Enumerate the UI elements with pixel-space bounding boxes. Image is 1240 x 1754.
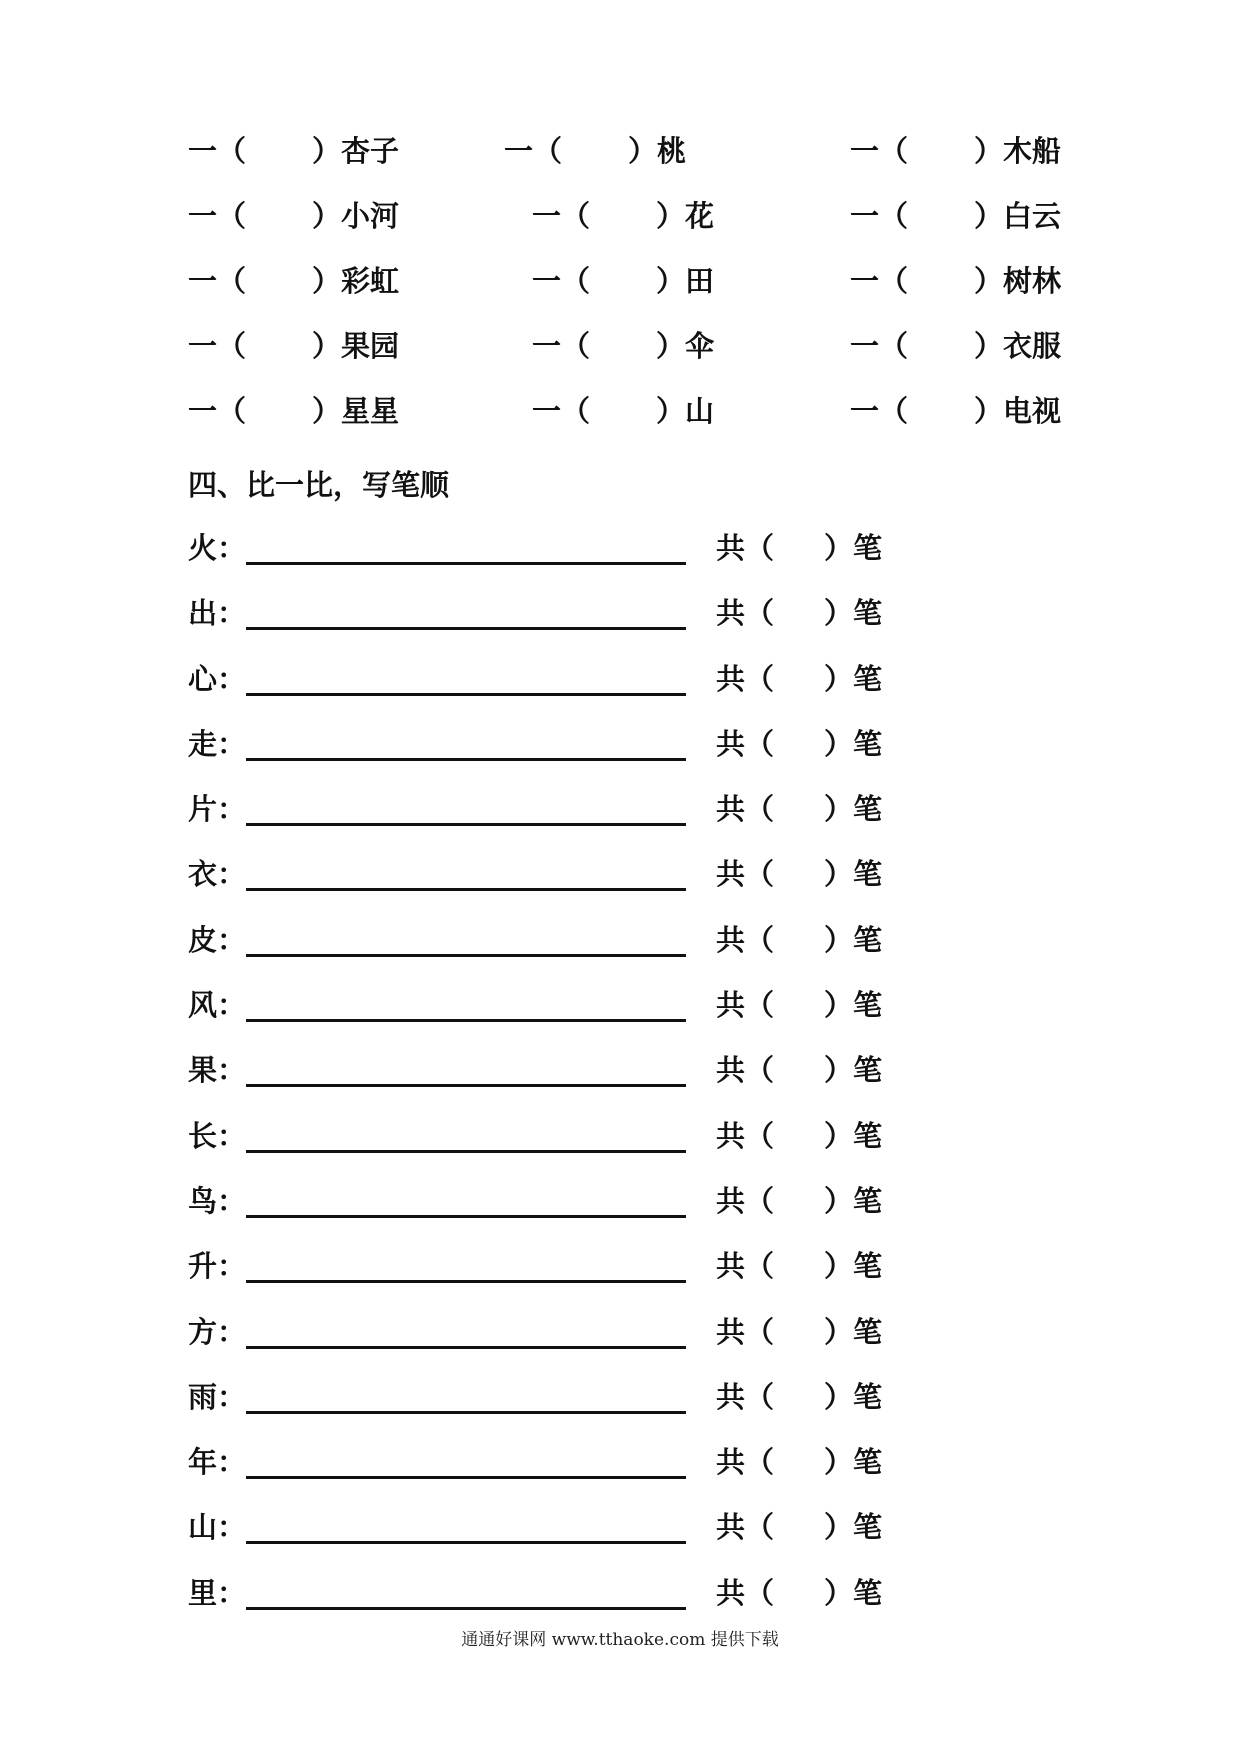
stroke-order-answer-line[interactable]	[246, 627, 686, 630]
measure-word-noun: 田	[685, 264, 715, 298]
stroke-count	[716, 988, 882, 1022]
stroke-order-row	[188, 531, 1088, 596]
stroke-count	[716, 1184, 882, 1218]
measure-word-item	[850, 199, 1061, 233]
measure-word-suffix: ）	[312, 134, 342, 168]
measure-word-suffix: ）	[974, 329, 1004, 363]
stroke-count-suffix: ）笔	[824, 1575, 883, 1610]
stroke-order-answer-line[interactable]	[246, 1476, 686, 1479]
stroke-char-colon: ：	[217, 857, 247, 892]
measure-word-noun: 桃	[657, 134, 687, 168]
stroke-count-prefix: 共（	[716, 1379, 775, 1414]
stroke-char: 出	[188, 596, 218, 631]
measure-word-exercise	[188, 134, 1088, 459]
measure-word-item	[532, 394, 714, 428]
stroke-count	[716, 1510, 882, 1544]
stroke-count-prefix: 共（	[716, 1053, 775, 1088]
measure-word-prefix: 一（	[188, 134, 247, 168]
stroke-order-row	[188, 857, 1088, 922]
stroke-order-row	[188, 727, 1088, 792]
stroke-char-label	[188, 662, 246, 696]
stroke-char-label	[188, 792, 246, 826]
stroke-char: 升	[188, 1249, 218, 1284]
stroke-count-suffix: ）笔	[824, 1445, 883, 1480]
stroke-char-label	[188, 1380, 246, 1414]
stroke-char: 长	[188, 1118, 218, 1153]
stroke-count-prefix: 共（	[716, 1249, 775, 1284]
stroke-char-colon: ：	[217, 661, 247, 696]
measure-word-prefix: 一（	[532, 199, 591, 233]
stroke-order-row	[188, 792, 1088, 857]
stroke-order-answer-line[interactable]	[246, 1019, 686, 1022]
stroke-count	[716, 792, 882, 826]
stroke-order-row	[188, 1184, 1088, 1249]
measure-word-item	[532, 329, 714, 363]
stroke-count	[716, 1053, 882, 1087]
stroke-char-label	[188, 857, 246, 891]
measure-word-row	[188, 264, 1088, 329]
stroke-order-answer-line[interactable]	[246, 1215, 686, 1218]
stroke-order-answer-line[interactable]	[246, 693, 686, 696]
stroke-count-prefix: 共（	[716, 1118, 775, 1153]
stroke-char: 雨	[188, 1379, 218, 1414]
measure-word-prefix: 一（	[850, 264, 909, 298]
stroke-char-label	[188, 988, 246, 1022]
stroke-char: 鸟	[188, 1183, 218, 1218]
measure-word-prefix: 一（	[532, 394, 591, 428]
measure-word-item	[850, 394, 1061, 428]
measure-word-suffix: ）	[656, 199, 686, 233]
stroke-count-suffix: ）笔	[824, 792, 883, 827]
stroke-order-row	[188, 1380, 1088, 1445]
stroke-char-colon: ：	[217, 531, 247, 565]
stroke-char: 方	[188, 1314, 218, 1349]
measure-word-prefix: 一（	[188, 199, 247, 233]
stroke-order-answer-line[interactable]	[246, 562, 686, 565]
stroke-char: 果	[188, 1053, 218, 1088]
stroke-order-answer-line[interactable]	[246, 954, 686, 957]
stroke-count-suffix: ）笔	[824, 1510, 883, 1545]
measure-word-suffix: ）	[312, 264, 342, 298]
stroke-count	[716, 1119, 882, 1153]
measure-word-suffix: ）	[974, 394, 1004, 428]
stroke-char: 心	[188, 661, 218, 696]
measure-word-item	[188, 199, 399, 233]
stroke-order-row	[188, 1053, 1088, 1118]
stroke-char: 火	[188, 531, 218, 565]
stroke-char-label	[188, 596, 246, 630]
measure-word-noun: 小河	[341, 199, 400, 233]
footer-credit: 通通好课网 www.tthaoke.com 提供下载	[461, 1630, 779, 1650]
measure-word-item	[850, 134, 1061, 168]
measure-word-prefix: 一（	[188, 264, 247, 298]
stroke-char-colon: ：	[217, 1445, 247, 1480]
stroke-order-row	[188, 1445, 1088, 1510]
measure-word-prefix: 一（	[850, 134, 909, 168]
measure-word-suffix: ）	[656, 264, 686, 298]
measure-word-item	[532, 264, 714, 298]
stroke-char-label	[188, 1184, 246, 1218]
measure-word-prefix: 一（	[850, 199, 909, 233]
measure-word-item	[188, 134, 399, 168]
stroke-char-colon: ：	[217, 1510, 247, 1545]
stroke-count	[716, 857, 882, 891]
stroke-char-label	[188, 1445, 246, 1479]
stroke-order-row	[188, 662, 1088, 727]
stroke-order-answer-line[interactable]	[246, 888, 686, 891]
stroke-count-prefix: 共（	[716, 726, 775, 761]
measure-word-noun: 杏子	[341, 134, 400, 168]
stroke-char-colon: ：	[217, 1379, 247, 1414]
measure-word-row	[188, 199, 1088, 264]
stroke-count-prefix: 共（	[716, 1183, 775, 1218]
stroke-count-suffix: ）笔	[824, 857, 883, 892]
stroke-char-label	[188, 1510, 246, 1544]
stroke-count-suffix: ）笔	[824, 1118, 883, 1153]
measure-word-suffix: ）	[312, 199, 342, 233]
measure-word-noun: 树林	[1003, 264, 1062, 298]
stroke-order-row	[188, 1119, 1088, 1184]
measure-word-noun: 白云	[1003, 199, 1062, 233]
stroke-count-prefix: 共（	[716, 922, 775, 957]
stroke-char-label	[188, 1315, 246, 1349]
stroke-order-row	[188, 596, 1088, 661]
measure-word-item	[850, 264, 1061, 298]
stroke-count	[716, 596, 882, 630]
stroke-order-answer-line[interactable]	[246, 823, 686, 826]
stroke-count-suffix: ）笔	[824, 1379, 883, 1414]
measure-word-suffix: ）	[312, 394, 342, 428]
stroke-char-colon: ：	[217, 1575, 247, 1610]
stroke-char: 走	[188, 726, 218, 761]
stroke-count-suffix: ）笔	[824, 726, 883, 761]
measure-word-prefix: 一（	[850, 329, 909, 363]
measure-word-suffix: ）	[974, 134, 1004, 168]
stroke-order-answer-line[interactable]	[246, 1346, 686, 1349]
measure-word-noun: 果园	[341, 329, 400, 363]
stroke-order-answer-line[interactable]	[246, 1541, 686, 1544]
measure-word-row	[188, 394, 1088, 459]
stroke-char: 里	[188, 1575, 218, 1610]
stroke-count-suffix: ）笔	[824, 1249, 883, 1284]
stroke-count-suffix: ）笔	[824, 988, 883, 1023]
measure-word-noun: 花	[685, 199, 715, 233]
measure-word-prefix: 一（	[850, 394, 909, 428]
stroke-char: 山	[188, 1510, 218, 1545]
stroke-order-row	[188, 1510, 1088, 1575]
measure-word-suffix: ）	[974, 264, 1004, 298]
measure-word-noun: 彩虹	[341, 264, 400, 298]
stroke-char: 年	[188, 1445, 218, 1480]
stroke-count	[716, 531, 882, 565]
stroke-count-prefix: 共（	[716, 1575, 775, 1610]
stroke-char-label	[188, 727, 246, 761]
stroke-count	[716, 727, 882, 761]
stroke-count-prefix: 共（	[716, 1510, 775, 1545]
stroke-char-colon: ：	[217, 596, 247, 631]
measure-word-suffix: ）	[974, 199, 1004, 233]
stroke-char: 风	[188, 988, 218, 1023]
stroke-char-colon: ：	[217, 922, 247, 957]
stroke-order-answer-line[interactable]	[246, 758, 686, 761]
stroke-char-colon: ：	[217, 1053, 247, 1088]
stroke-char-colon: ：	[217, 726, 247, 761]
stroke-char-label	[188, 1053, 246, 1087]
measure-word-prefix: 一（	[188, 329, 247, 363]
measure-word-row	[188, 329, 1088, 394]
stroke-count-prefix: 共（	[716, 988, 775, 1023]
stroke-order-answer-line[interactable]	[246, 1084, 686, 1087]
stroke-order-answer-line[interactable]	[246, 1150, 686, 1153]
stroke-order-exercise	[188, 531, 1088, 1641]
stroke-count	[716, 1380, 882, 1414]
measure-word-noun: 山	[685, 394, 715, 428]
stroke-char-label	[188, 923, 246, 957]
stroke-count-prefix: 共（	[716, 596, 775, 631]
stroke-char-colon: ：	[217, 1183, 247, 1218]
stroke-char-colon: ：	[217, 1314, 247, 1349]
measure-word-item	[188, 394, 399, 428]
stroke-count-suffix: ）笔	[824, 1183, 883, 1218]
measure-word-prefix: 一（	[504, 134, 563, 168]
measure-word-item	[504, 134, 686, 168]
stroke-char-label	[188, 1119, 246, 1153]
stroke-count-prefix: 共（	[716, 857, 775, 892]
measure-word-noun: 衣服	[1003, 329, 1062, 363]
measure-word-noun: 伞	[685, 329, 715, 363]
stroke-char: 皮	[188, 922, 218, 957]
stroke-count	[716, 923, 882, 957]
measure-word-noun: 星星	[341, 394, 400, 428]
stroke-char-colon: ：	[217, 1249, 247, 1284]
stroke-order-answer-line[interactable]	[246, 1607, 686, 1610]
stroke-char-label	[188, 1576, 246, 1610]
stroke-count-suffix: ）笔	[824, 1314, 883, 1349]
stroke-count-prefix: 共（	[716, 792, 775, 827]
measure-word-suffix: ）	[656, 329, 686, 363]
stroke-count	[716, 662, 882, 696]
stroke-order-row	[188, 988, 1088, 1053]
stroke-char-colon: ：	[217, 792, 247, 827]
stroke-order-row	[188, 923, 1088, 988]
measure-word-prefix: 一（	[188, 394, 247, 428]
stroke-char: 片	[188, 792, 218, 827]
stroke-order-answer-line[interactable]	[246, 1280, 686, 1283]
stroke-count-suffix: ）笔	[824, 531, 883, 565]
measure-word-noun: 电视	[1003, 394, 1062, 428]
measure-word-prefix: 一（	[532, 264, 591, 298]
stroke-count-prefix: 共（	[716, 661, 775, 696]
stroke-order-answer-line[interactable]	[246, 1411, 686, 1414]
stroke-char-label	[188, 531, 246, 565]
stroke-count	[716, 1315, 882, 1349]
measure-word-item	[532, 199, 714, 233]
stroke-count-suffix: ）笔	[824, 596, 883, 631]
stroke-count-suffix: ）笔	[824, 1053, 883, 1088]
stroke-order-row	[188, 1249, 1088, 1314]
measure-word-suffix: ）	[656, 394, 686, 428]
stroke-count-suffix: ）笔	[824, 661, 883, 696]
stroke-count	[716, 1249, 882, 1283]
measure-word-suffix: ）	[312, 329, 342, 363]
stroke-char-colon: ：	[217, 988, 247, 1023]
measure-word-item	[188, 264, 399, 298]
stroke-count-prefix: 共（	[716, 531, 775, 565]
section-4-title: 四、比一比，写笔顺	[188, 468, 450, 502]
measure-word-prefix: 一（	[532, 329, 591, 363]
stroke-char: 衣	[188, 857, 218, 892]
measure-word-row	[188, 134, 1088, 199]
measure-word-suffix: ）	[628, 134, 658, 168]
stroke-count-suffix: ）笔	[824, 922, 883, 957]
stroke-order-row	[188, 1315, 1088, 1380]
measure-word-noun: 木船	[1003, 134, 1062, 168]
stroke-count	[716, 1576, 882, 1610]
stroke-count	[716, 1445, 882, 1479]
measure-word-item	[850, 329, 1061, 363]
measure-word-item	[188, 329, 399, 363]
stroke-count-prefix: 共（	[716, 1314, 775, 1349]
stroke-count-prefix: 共（	[716, 1445, 775, 1480]
stroke-char-label	[188, 1249, 246, 1283]
stroke-char-colon: ：	[217, 1118, 247, 1153]
